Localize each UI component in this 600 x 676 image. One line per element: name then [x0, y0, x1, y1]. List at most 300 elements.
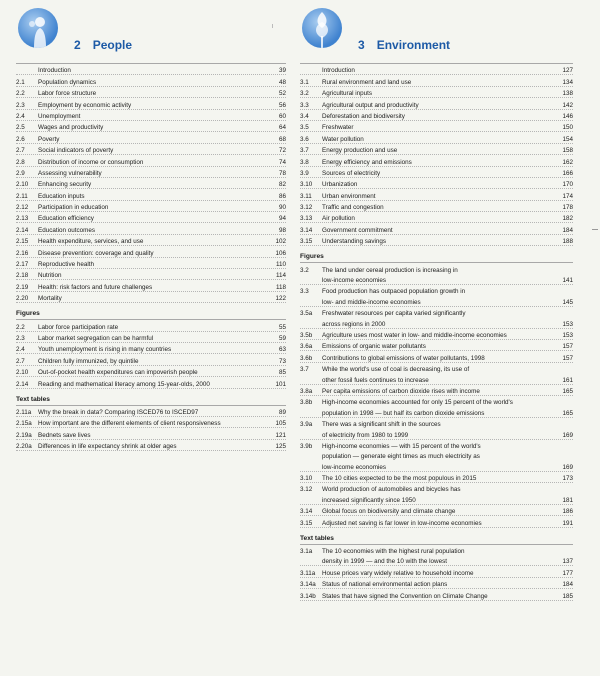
entry-number: 3.14a	[300, 581, 316, 589]
contents-row	[300, 201, 573, 212]
entry-number: 3.12	[300, 486, 313, 494]
figure-row	[300, 472, 573, 483]
figure-row	[16, 366, 286, 377]
contents-row	[300, 110, 573, 121]
figure-row	[300, 340, 573, 351]
entry-number: 2.14	[16, 226, 29, 234]
entry-title: How important are the different elements of client responsiveness	[38, 420, 221, 428]
entry-number: 2.17	[16, 261, 29, 269]
entry-title: Per capita emissions of carbon dioxide rises with income	[322, 387, 480, 395]
figure-row	[300, 450, 573, 460]
environment-figures-list	[300, 263, 573, 527]
contents-row	[16, 87, 286, 98]
entry-title: Children fully immunized, by quintile	[38, 357, 139, 365]
entry-number: 3.12	[300, 204, 313, 212]
entry-number: 2.7	[16, 357, 25, 365]
entry-page: 125	[275, 443, 286, 451]
entry-page: 184	[562, 581, 573, 589]
entry-title: Participation in education	[38, 204, 109, 212]
entry-number: 2.14	[16, 380, 29, 388]
text-table-row	[300, 555, 573, 566]
entry-page: 56	[278, 101, 286, 109]
figure-row	[16, 320, 286, 331]
entry-number: 2.7	[16, 147, 25, 155]
figure-row	[300, 440, 573, 450]
entry-number: 2.18	[16, 272, 29, 280]
entry-page: 141	[562, 277, 573, 285]
contents-row	[300, 87, 573, 98]
entry-page: 182	[562, 215, 573, 223]
entry-number: 3.7	[300, 366, 309, 374]
text-table-row	[16, 428, 286, 439]
entry-page: 106	[275, 249, 286, 257]
figure-row	[300, 493, 573, 504]
entry-title: Education inputs	[38, 192, 85, 200]
page-mark	[272, 24, 273, 28]
entry-number: 2.11a	[16, 408, 32, 416]
entry-title: Wages and productivity	[38, 124, 104, 132]
entry-title: Enhancing security	[38, 181, 92, 189]
entry-page: 146	[562, 112, 573, 120]
environment-text-tables-heading: Text tables	[300, 534, 573, 545]
entry-title: Reproductive health	[38, 261, 95, 269]
entry-page: 118	[275, 283, 286, 291]
environment-figures-heading: Figures	[300, 252, 573, 263]
entry-number: 3.3	[300, 288, 309, 296]
entry-title: House prices vary widely relative to household income	[322, 569, 474, 577]
entry-page: 162	[562, 158, 573, 166]
entry-page: 191	[562, 519, 573, 527]
people-text-tables-list	[16, 406, 286, 452]
entry-title: low-income economies	[322, 277, 387, 285]
entry-number: 3.15	[300, 238, 313, 246]
entry-title: Education outcomes	[38, 226, 96, 234]
people-text-tables-heading: Text tables	[16, 395, 286, 406]
figure-row	[300, 307, 573, 317]
entry-page: 121	[275, 431, 286, 439]
entry-page: 158	[562, 147, 573, 155]
text-table-row	[300, 589, 573, 600]
entry-number: 3.3	[300, 101, 309, 109]
entry-page: 184	[562, 226, 573, 234]
contents-row	[16, 167, 286, 178]
entry-page: 185	[562, 592, 573, 600]
entry-title: Unemployment	[38, 112, 81, 120]
entry-page: 63	[278, 346, 286, 354]
entry-page: 153	[562, 320, 573, 328]
environment-header	[300, 8, 573, 63]
entry-title: Air pollution	[322, 215, 355, 223]
entry-title: High-income economies — with 15 percent of the world's	[322, 442, 481, 450]
contents-row	[300, 235, 573, 246]
entry-number: 2.2	[16, 323, 25, 331]
entry-number: 3.8a	[300, 387, 313, 395]
entry-number: 2.4	[16, 112, 25, 120]
entry-title: low- and middle-income economies	[322, 298, 421, 306]
entry-page: 89	[278, 408, 286, 416]
entry-title: Global focus on biodiversity and climate change	[322, 508, 456, 516]
entry-title: Labor force participation rate	[38, 323, 119, 331]
contents-row	[300, 75, 573, 86]
entry-number: 3.9a	[300, 421, 313, 429]
entry-number: 2.10	[16, 369, 29, 377]
entry-title: While the world's use of coal is decreasing, its use of	[322, 366, 470, 374]
entry-number: 3.14	[300, 226, 313, 234]
entry-number: 3.5b	[300, 331, 313, 339]
entry-number: 3.10	[300, 475, 313, 483]
figure-row	[300, 295, 573, 306]
environment-title-text: Environment	[376, 38, 451, 52]
contents-row	[16, 235, 286, 246]
entry-number: 3.1	[300, 78, 309, 86]
entry-title: Sources of electricity	[322, 169, 381, 177]
entry-title: Introduction	[322, 67, 355, 75]
environment-column	[300, 8, 573, 601]
contents-row	[16, 98, 286, 109]
entry-title: Understanding savings	[322, 238, 387, 246]
entry-page: 178	[562, 204, 573, 212]
environment-chapter-title	[358, 38, 450, 52]
entry-page: 102	[275, 238, 286, 246]
entry-title: Reading and mathematical literacy among 15-year-olds, 2000	[38, 380, 210, 388]
contents-row	[16, 258, 286, 269]
entry-number: 3.11	[300, 192, 312, 200]
entry-number: 2.4	[16, 346, 25, 354]
entry-number: 2.8	[16, 158, 25, 166]
entry-title: Agricultural output and productivity	[322, 101, 419, 109]
text-table-row	[16, 406, 286, 417]
entry-title: Traffic and congestion	[322, 204, 384, 212]
entry-page: 177	[562, 569, 573, 577]
entry-page: 127	[562, 67, 573, 75]
entry-number: 3.11a	[300, 569, 316, 577]
entry-number: 2.2	[16, 90, 25, 98]
people-chapter-title	[74, 38, 132, 52]
text-table-row	[16, 440, 286, 451]
entry-title: increased significantly since 1950	[322, 496, 416, 504]
entry-number: 2.13	[16, 215, 29, 223]
entry-page: 86	[278, 192, 286, 200]
entry-title: Disease prevention: coverage and quality	[38, 249, 154, 257]
entry-page: 154	[562, 135, 573, 143]
contents-row	[16, 269, 286, 280]
contents-row	[300, 98, 573, 109]
entry-title: of electricity from 1980 to 1999	[322, 431, 409, 439]
entry-number: 2.6	[16, 135, 25, 143]
entry-page: 122	[275, 295, 286, 303]
entry-title: The 10 economies with the highest rural population	[322, 548, 465, 556]
entry-title: Social indicators of poverty	[38, 147, 114, 155]
entry-page: 55	[278, 323, 286, 331]
entry-number: 3.9	[300, 169, 309, 177]
contents-row	[16, 201, 286, 212]
contents-row	[300, 155, 573, 166]
entry-title: Population dynamics	[38, 78, 97, 86]
entry-number: 3.6a	[300, 343, 313, 351]
entry-title: Emissions of organic water pollutants	[322, 343, 426, 351]
figure-row	[300, 406, 573, 417]
entry-title: Differences in life expectancy shrink at older ages	[38, 443, 177, 451]
entry-page: 52	[278, 90, 286, 98]
entry-title: Rural environment and land use	[322, 78, 412, 86]
figure-row	[300, 516, 573, 527]
entry-title: across regions in 2000	[322, 320, 386, 328]
entry-title: other fossil fuels continues to increase	[322, 376, 429, 384]
entry-title: Agricultural inputs	[322, 90, 373, 98]
people-chapter-icon	[18, 8, 58, 48]
entry-number: 2.3	[16, 101, 25, 109]
entry-page: 170	[562, 181, 573, 189]
entry-page: 169	[562, 431, 573, 439]
entry-title: Deforestation and biodiversity	[322, 112, 405, 120]
entry-number: 3.2	[300, 90, 309, 98]
contents-row	[300, 178, 573, 189]
figure-row	[300, 274, 573, 285]
entry-page: 161	[562, 376, 573, 384]
people-column	[16, 8, 286, 451]
entry-title: Agriculture uses most water in low- and middle-income economies	[322, 331, 507, 339]
entry-page: 110	[275, 261, 286, 269]
entry-number: 2.12	[16, 204, 29, 212]
entry-title: Nutrition	[38, 272, 62, 280]
entry-number: 2.3	[16, 334, 25, 342]
entry-page: 82	[278, 181, 286, 189]
entry-page: 101	[275, 380, 286, 388]
entry-title: The land under cereal production is increasing in	[322, 266, 458, 274]
environment-contents-list	[300, 63, 573, 246]
environment-text-tables-list	[300, 545, 573, 601]
text-table-row	[300, 545, 573, 555]
contents-row	[300, 212, 573, 223]
entry-number: 3.10	[300, 181, 313, 189]
figure-row	[300, 263, 573, 273]
edge-mark	[592, 229, 598, 230]
entry-title: Contributions to global emissions of water pollutants, 1998	[322, 354, 485, 362]
entry-title: There was a significant shift in the sources	[322, 421, 441, 429]
entry-number: 2.11	[16, 192, 28, 200]
figure-row	[300, 396, 573, 406]
contents-row	[16, 292, 286, 303]
entry-page: 157	[562, 343, 573, 351]
text-table-row	[300, 578, 573, 589]
people-figures-heading: Figures	[16, 309, 286, 320]
entry-page: 150	[562, 124, 573, 132]
entry-title: Food production has outpaced population growth in	[322, 288, 466, 296]
entry-title: density in 1999 — and the 10 with the lowest	[322, 558, 447, 566]
figure-row	[16, 343, 286, 354]
contents-row	[16, 64, 286, 75]
entry-number: 2.15a	[16, 420, 32, 428]
entry-page: 94	[278, 215, 286, 223]
entry-page: 174	[562, 192, 573, 200]
entry-title: Water pollution	[322, 135, 364, 143]
figure-row	[300, 418, 573, 428]
figure-row	[300, 428, 573, 439]
entry-number: 3.5	[300, 124, 309, 132]
entry-number: 3.2	[300, 266, 309, 274]
entry-number: 3.8b	[300, 399, 313, 407]
contents-row	[300, 144, 573, 155]
entry-title: The 10 cities expected to be the most populous in 2015	[322, 475, 477, 483]
entry-number: 3.4	[300, 112, 309, 120]
entry-number: 2.20	[16, 295, 29, 303]
text-table-row	[16, 417, 286, 428]
entry-number: 3.15	[300, 519, 313, 527]
entry-title: Urban environment	[322, 192, 376, 200]
figure-row	[300, 363, 573, 373]
entry-title: Youth unemployment is rising in many countries	[38, 346, 172, 354]
entry-number: 2.19	[16, 283, 29, 291]
entry-title: Employment by economic activity	[38, 101, 132, 109]
entry-number: 2.10	[16, 181, 29, 189]
figure-row	[300, 483, 573, 493]
entry-number: 2.15	[16, 238, 29, 246]
entry-number: 3.14b	[300, 592, 316, 600]
entry-page: 134	[562, 78, 573, 86]
entry-title: Why the break in data? Comparing ISCED76 to ISCED97	[38, 408, 199, 416]
contents-row	[16, 155, 286, 166]
entry-page: 165	[562, 409, 573, 417]
entry-page: 137	[562, 558, 573, 566]
entry-page: 60	[278, 112, 286, 120]
entry-number: 2.1	[16, 78, 25, 86]
figure-row	[300, 385, 573, 396]
entry-page: 145	[562, 298, 573, 306]
entry-number: 2.5	[16, 124, 25, 132]
entry-number: 2.19a	[16, 431, 32, 439]
entry-title: Status of national environmental action plans	[322, 581, 448, 589]
people-header	[16, 8, 286, 63]
entry-number: 3.7	[300, 147, 309, 155]
contents-row	[300, 121, 573, 132]
figure-row	[300, 285, 573, 295]
entry-number: 3.13	[300, 215, 313, 223]
entry-page: 68	[278, 135, 286, 143]
entry-page: 173	[562, 475, 573, 483]
contents-row	[300, 64, 573, 75]
entry-page: 73	[278, 357, 286, 365]
figure-row	[16, 332, 286, 343]
figure-row	[300, 317, 573, 328]
figure-row	[16, 377, 286, 388]
entry-title: Poverty	[38, 135, 60, 143]
contents-row	[300, 167, 573, 178]
people-figures-list	[16, 320, 286, 388]
entry-page: 165	[562, 387, 573, 395]
entry-number: 2.9	[16, 169, 25, 177]
entry-title: population in 1998 — but half its carbon dioxide emissions	[322, 409, 485, 417]
entry-title: Urbanization	[322, 181, 358, 189]
entry-number: 3.9b	[300, 442, 313, 450]
entry-title: Education efficiency	[38, 215, 94, 223]
environment-chapter-number: 3	[358, 38, 365, 52]
entry-page: 90	[278, 204, 286, 212]
entry-title: Government commitment	[322, 226, 393, 234]
entry-page: 59	[278, 334, 286, 342]
entry-number: 3.6b	[300, 354, 313, 362]
contents-row	[16, 189, 286, 200]
people-chapter-number: 2	[74, 38, 81, 52]
entry-page: 72	[278, 147, 286, 155]
contents-row	[16, 246, 286, 257]
entry-number: 3.14	[300, 508, 313, 516]
entry-title: Labor force structure	[38, 90, 97, 98]
entry-page: 39	[278, 67, 286, 75]
entry-title: Labor market segregation can be harmful	[38, 334, 154, 342]
entry-title: Energy efficiency and emissions	[322, 158, 412, 166]
entry-page: 74	[278, 158, 286, 166]
contents-row	[16, 110, 286, 121]
people-contents-list	[16, 63, 286, 303]
entry-page: 157	[562, 354, 573, 362]
text-table-row	[300, 566, 573, 577]
contents-row	[16, 280, 286, 291]
people-title-text: People	[92, 38, 133, 52]
contents-row	[300, 132, 573, 143]
entry-page: 78	[278, 169, 286, 177]
entry-page: 48	[278, 78, 286, 86]
entry-page: 181	[562, 496, 573, 504]
entry-title: Adjusted net saving is far lower in low-income economies	[322, 519, 482, 527]
figure-row	[300, 373, 573, 384]
entry-page: 138	[562, 90, 573, 98]
figure-row	[300, 329, 573, 340]
entry-title: Distribution of income or consumption	[38, 158, 144, 166]
entry-page: 186	[562, 508, 573, 516]
contents-row	[300, 189, 573, 200]
environment-chapter-icon	[302, 8, 342, 48]
contents-row	[16, 178, 286, 189]
entry-number: 3.5a	[300, 310, 313, 318]
entry-title: low-income economies	[322, 463, 387, 471]
entry-title: Energy production and use	[322, 147, 398, 155]
entry-number: 3.1a	[300, 548, 313, 556]
contents-row	[16, 121, 286, 132]
contents-row	[16, 212, 286, 223]
entry-page: 64	[278, 124, 286, 132]
entry-title: Assessing vulnerability	[38, 169, 102, 177]
contents-row	[16, 223, 286, 234]
contents-row	[16, 75, 286, 86]
figure-row	[16, 354, 286, 365]
entry-title: population — generate eight times as much electricity as	[322, 453, 480, 461]
entry-page: 114	[275, 272, 286, 280]
entry-title: World production of automobiles and bicycles has	[322, 486, 461, 494]
entry-page: 98	[278, 226, 286, 234]
entry-page: 166	[562, 169, 573, 177]
entry-number: 3.8	[300, 158, 309, 166]
entry-page: 153	[562, 331, 573, 339]
entry-page: 105	[275, 420, 286, 428]
entry-title: High-income economies accounted for only 15 percent of the world's	[322, 399, 513, 407]
contents-row	[16, 144, 286, 155]
contents-row	[300, 223, 573, 234]
entry-title: Health expenditure, services, and use	[38, 238, 144, 246]
entry-title: Freshwater resources per capita varied significantly	[322, 310, 466, 318]
entry-page: 169	[562, 463, 573, 471]
figure-row	[300, 460, 573, 471]
entry-number: 3.6	[300, 135, 309, 143]
entry-number: 2.20a	[16, 443, 32, 451]
entry-title: States that have signed the Convention on Climate Change	[322, 592, 488, 600]
entry-title: Bednets save lives	[38, 431, 91, 439]
entry-title: Freshwater	[322, 124, 354, 132]
entry-title: Health: risk factors and future challenges	[38, 283, 153, 291]
entry-title: Mortality	[38, 295, 62, 303]
entry-page: 85	[278, 369, 286, 377]
entry-page: 188	[562, 238, 573, 246]
contents-row	[16, 132, 286, 143]
